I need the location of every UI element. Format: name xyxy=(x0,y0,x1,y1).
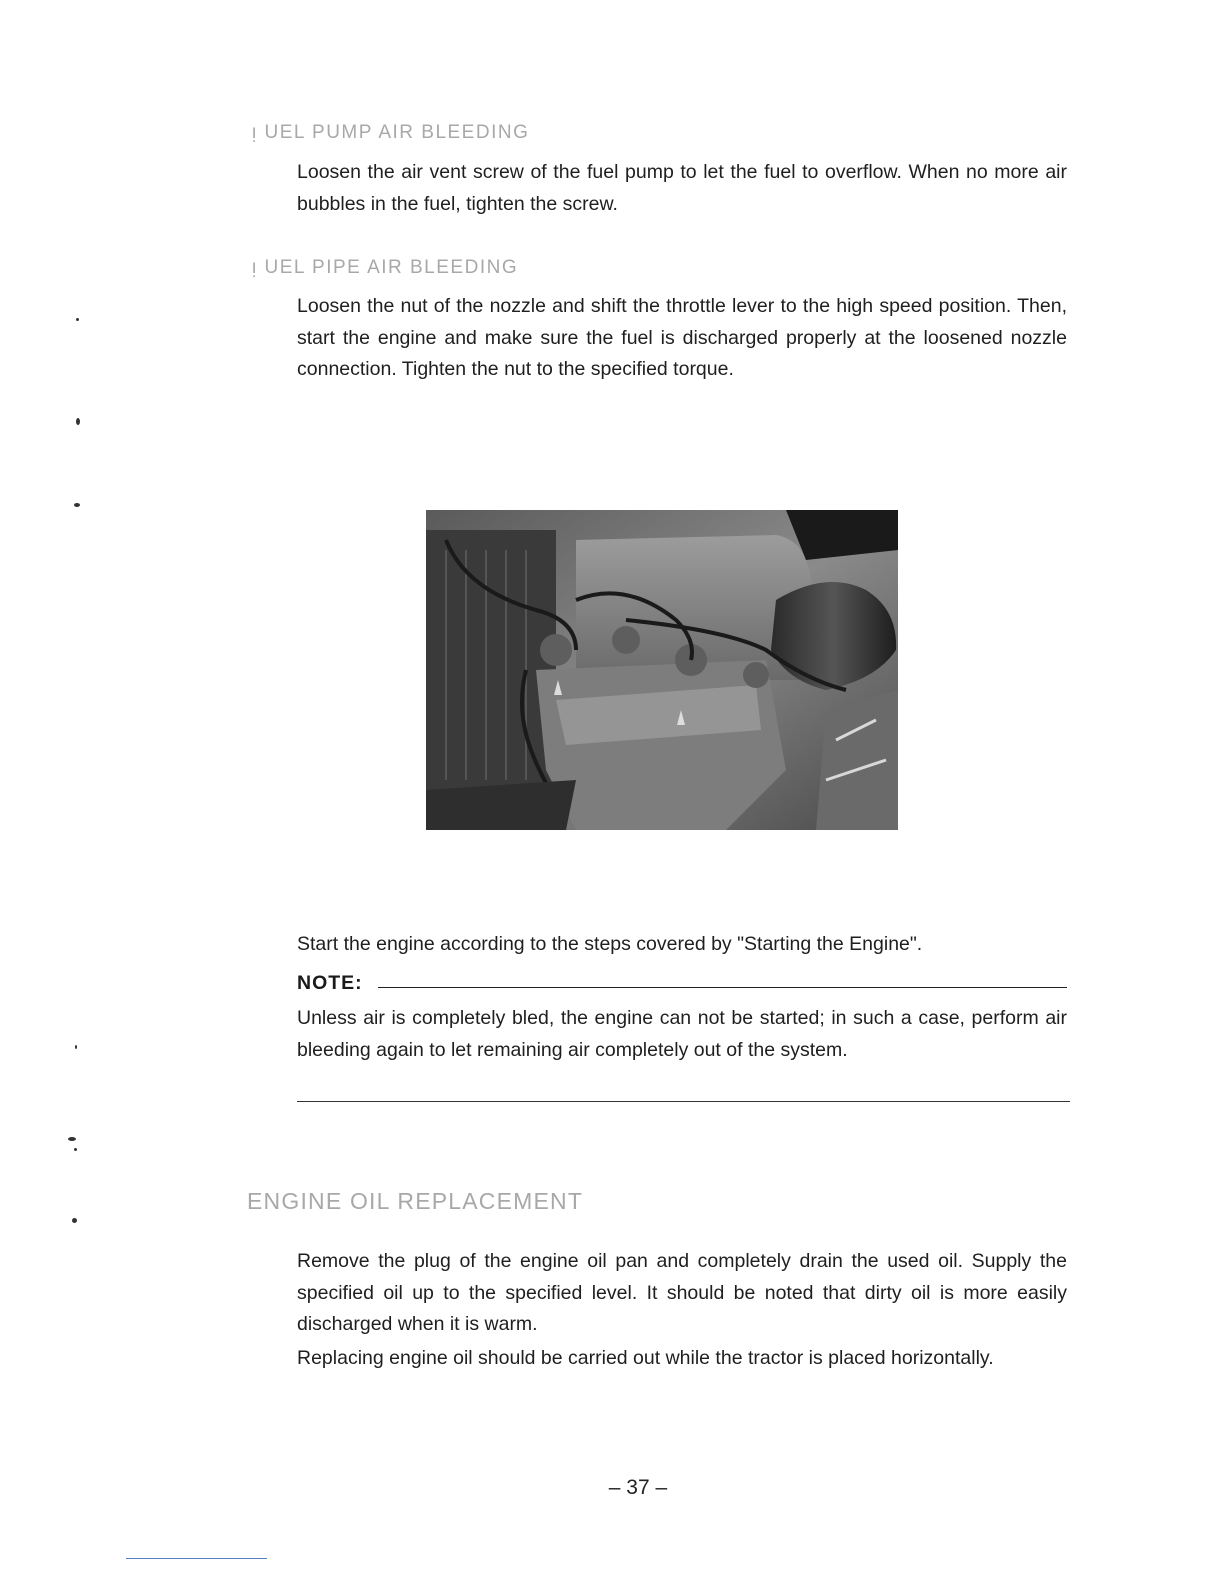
footer-rule xyxy=(126,1558,267,1559)
section-heading-fuel-pump: ᴉ UEL PUMP AIR BLEEDING xyxy=(252,122,530,143)
page-number: – 37 – xyxy=(608,1476,668,1499)
start-engine-text: Start the engine according to the steps covered by "Starting the Engine". xyxy=(297,933,923,955)
note-text: Unless air is completely bled, the engine can not be started; in such a case, perform air bleeding again to let remaining air completely out of the system. xyxy=(297,1007,1067,1061)
section-heading-engine-oil: ENGINE OIL REPLACEMENT xyxy=(247,1188,584,1214)
engine-nozzle-photo xyxy=(426,510,898,830)
section-heading-fuel-pipe: ᴉ UEL PIPE AIR BLEEDING xyxy=(252,257,519,278)
note-bottom-rule xyxy=(297,1101,1070,1102)
note-label: NOTE: xyxy=(297,972,363,994)
scan-speck xyxy=(76,318,79,321)
scan-speck xyxy=(68,1137,76,1141)
note-top-rule xyxy=(378,987,1067,988)
scan-speck xyxy=(75,1045,77,1049)
paragraph-oil-1: Remove the plug of the engine oil pan and completely drain the used oil. Supply the specified oil up to the specified level. It should be noted that dirty oil is more easily discharged when it is warm. xyxy=(297,1250,1067,1335)
scan-speck xyxy=(72,1218,77,1223)
paragraph-oil-2: Replacing engine oil should be carried out while the tractor is placed horizontally. xyxy=(297,1347,994,1369)
paragraph-fuel-pipe: Loosen the nut of the nozzle and shift the throttle lever to the high speed position. Then, start the engine and make sure the fuel is discharged properly at the loosened nozzle connection. Tighten the nut to the specified torque. xyxy=(297,295,1067,380)
scan-speck xyxy=(76,418,80,425)
scan-speck xyxy=(74,1148,77,1151)
paragraph-fuel-pump: Loosen the air vent screw of the fuel pump to let the fuel to overflow. When no more air bubbles in the fuel, tighten the screw. xyxy=(297,161,1067,215)
engine-nozzle-illustration xyxy=(426,510,898,830)
scan-speck xyxy=(74,503,80,507)
